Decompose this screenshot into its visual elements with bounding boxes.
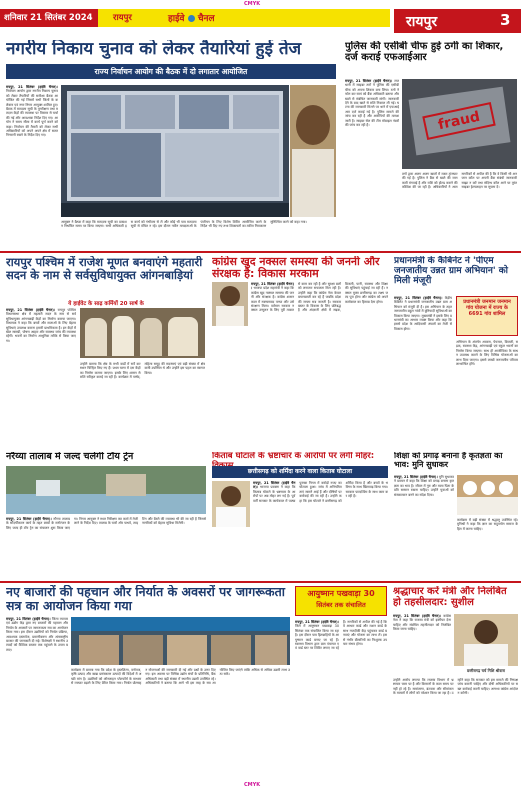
west-text-col2: उन्होंने बताया कि क्षेत्र के सभी वार्डों में सर्वे कर स्थान चिन्हित किए गए हैं। प्रथम चरण में दस केंद्रों का निर्माण कराया जाएगा। इसके लिए शासन से राशि स्वीकृत कराई जा रही है। कार्यक्रम में पार्षद, महिला समूह की सदस्याएं एवं बड़ी संख्या में क्षेत्रवासी उपस्थित थे और उन्होंने इस पहल का स्वागत किया। — [80, 362, 205, 380]
sp-text-col2: ठगों द्वारा अलग अलग खातों में रकम ट्रांसफर की गई है। पुलिस ने बैंक से खाते की जानकारी मंगवाई है और राशि को होल्ड कराने की कोशिश की जा रही है। अधिकारियों ने आम नागरिकों से अपील की है कि वे किसी भी अनजान कॉल पर अपनी बैंक संबंधी जानकारी साझा न करें तथा संदिग्ध कॉल आने पर तुरंत साइबर हेल्पलाइन पर सूचना दें। — [402, 172, 517, 190]
lake-headline: नरैय्या तालाब में जल्द चलेगी टॉय ट्रेन — [6, 452, 134, 462]
page-number: 3 — [500, 11, 511, 29]
lead-text-below: आयुक्त ने बैठक में कहा कि मतदाता सूची का प्रकाशन निर्धारित समय पर किया जाएगा। सभी अधिकारी इस कार्य को गंभीरता से लें और कोई भी पात्र मतदाता सूची से वंचित न रहे। इस दौरान नवीन मतदाताओं के पंजीयन के लिए विशेष शिविर आयोजित करने के निर्देश भी दिए गए तथा शिकायतों का त्वरित निराकरण सुनिश्चित करने को कहा गया। — [61, 220, 307, 229]
kitab-banner: छत्तीसगढ़ को शर्मिंदा करने वाला किताब घोटाला — [212, 466, 388, 478]
congress-headline: कांग्रेस खुद नक्सल समस्या की जननी और संरक्षक है: विकास मरकाम — [212, 256, 380, 281]
cmyk-mark-top: CMYK — [244, 1, 261, 7]
sp-text-col1: रायपुर, 21 सितंबर (हाईवे चैनल)। राजधानी में साइबर ठगों ने पुलिस की एसीबी चीफ को अपना शिकार बना लिया। ठगों ने फोन कर स्वयं को बैंक अधिकारी बताया और खाते से संबंधित जानकारी मांगी। जानकारी देने के बाद खाते से राशि निकाल ली गई। घटना की जानकारी मिलने पर थाने में एफआईआर दर्ज कराई गई है। पुलिस मामले की जांच कर रही है और आरोपियों की तलाश जारी है। साइबर सेल की टीम मोबाइल नंबरों की जांच कर रही है। — [345, 79, 399, 128]
kitab-photo — [212, 481, 250, 527]
pm-text-col1: रायपुर, 21 सितंबर (हाईवे चैनल)। केंद्रीय कैबिनेट ने प्रधानमंत्री जनजातीय उन्नत ग्राम अभियान को मंजूरी दी है। इस अभियान के तहत जनजातीय बहुल गांवों में बुनियादी सुविधाओं का विकास किया जाएगा। मुख्यमंत्री ने इसके लिए प्रधानमंत्री का आभार व्यक्त किया और कहा कि इससे प्रदेश के आदिवासी अंचलों का तेजी से विकास होगा। — [394, 296, 452, 331]
market-text-col1: रायपुर, 21 सितंबर (हाईवे चैनल)। जिला व्यापार एवं उद्योग केंद्र द्वारा नए बाजारों की पहचान और निर्यात के अवसरों पर जागरूकता सत्र का आयोजन किया गया। इस दौरान उद्यमियों को निर्यात प्रक्रिया, आवश्यक दस्तावेज, प्रमाणीकरण और अंतरराष्ट्रीय बाजार की जानकारी दी गई। विशेषज्ञों ने स्थानीय उत्पादों को वैश्विक बाजार तक पहुंचाने के उपाय बताए। — [6, 617, 68, 652]
market-photo — [71, 617, 290, 665]
lead-subhead: राज्य निर्वाचन आयोग की बैठक में दो लगातार आयोजित — [6, 64, 336, 79]
divider — [0, 251, 521, 253]
market-text-col2: कार्यक्रम में बताया गया कि प्रदेश के हस्तशिल्प, वनोपज, कृषि उत्पाद और खाद्य प्रसंस्करण उत्पादों की विदेशों में अच्छी मांग है। उद्यमियों को ऑनलाइन प्लेटफॉर्म के माध्यम से व्यापार बढ़ाने के लिए प्रेरित किया गया। निर्यात प्रोत्साहन योजनाओं की जानकारी दी गई और प्रश्नों के उत्तर दिए गए। इस अवसर पर विभिन्न उद्योग संघों के प्रतिनिधि, बैंक अधिकारी तथा बड़ी संख्या में स्थानीय उद्यमी उपस्थित रहे। अधिकारियों ने बताया कि आगे भी इस तरह के सत्र आयोजित किए जाएंगे ताकि अधिक से अधिक उद्यमी लाभ उठा सकें। — [71, 668, 290, 686]
shiksha-headline: शिक्षा को प्रगाढ़ बनाना है कृतज्ञता का भाव: मुनि सुधाकर — [394, 452, 503, 469]
shraddha-text-col2: उन्होंने आरोप लगाया कि राजस्व विभाग में भ्रष्टाचार चरम पर है और किसानों के काम समय पर नहीं हो रहे हैं। नामांतरण, बंटवारा और सीमांकन के मामलों में लोगों को परेशान किया जा रहा है। उन्होंने कहा कि सरकार को इस मामले की निष्पक्ष जांच करानी चाहिए और दोषी अधिकारियों पर सख्त कार्रवाई करनी चाहिए। अन्यथा कांग्रेस आंदोलन करेगी। — [393, 678, 518, 696]
west-photo — [80, 308, 205, 358]
kitab-text: रायपुर, 21 सितंबर (हाईवे चैनल)। भाजपा प्रवक्ता ने कहा कि किताब घोटाले के भ्रष्टाचार के आरोपों पर अब मोहर लग गई है। पूर्ववर्ती सरकार के कार्यकाल में पाठ्यपुस्तक निगम में करोड़ों रुपए का घोटाला हुआ। जांच में अनियमितताएं सामने आई हैं और दोषियों पर कार्रवाई की जा रही है। उन्होंने कहा कि इस घोटाले ने छत्तीसगढ़ को शर्मिंदा किया है और बच्चों के भविष्य के साथ खिलवाड़ किया गया। सरकार पारदर्शिता के साथ काम कर रही है। — [253, 481, 388, 503]
masthead-bar — [0, 9, 521, 33]
sp-fraud-photo — [402, 79, 517, 169]
lead-photo — [61, 85, 289, 217]
lead-photo-inset — [290, 85, 336, 217]
congress-photo — [212, 282, 248, 326]
lead-text-col1: रायपुर, 21 सितंबर (हाईवे चैनल)। निर्वाचन आयोग द्वारा नगरीय निकाय चुनाव को लेकर तैयारियों की समीक्षा बैठक आयोजित की गई जिसमें सभी जिलों के कलेक्टर एवं नगर निगम आयुक्त शामिल हुए। बैठक में मतदाता सूची के पुनरीक्षण तथा मतदान केंद्रों की व्यवस्था पर विस्तार से चर्चा की गई और आवश्यक निर्देश दिए गए। आयोग ने समय सीमा में कार्य पूर्ण करने को कहा। निर्वाचन की तैयारी को लेकर सभी अधिकारियों को अपने अपने क्षेत्र में सतत निगरानी रखने के निर्देश दिए गए। — [6, 85, 58, 138]
pm-headline: प्रधानमंत्री के कैबिनेट ने 'पीएम जनजातीय उन्नत ग्राम अभियान' को मिली मंजूरी — [394, 256, 508, 287]
shiksha-text-col2: कार्यक्रम में बड़ी संख्या में श्रद्धालु उपस्थित रहे। मुनिश्री ने कहा कि ज्ञान का सदुपयोग समाज के हित में करना चाहिए। — [457, 518, 518, 531]
sp-headline: पुलिस की एसीबी चीफ हुई ठगी का शिकार, दर्ज कराई एफआईआर — [345, 41, 504, 64]
logo-globe-icon — [188, 15, 195, 22]
shraddha-photo — [454, 614, 518, 666]
masthead-brand: हाईवे चैनल — [168, 14, 215, 24]
market-headline: नए बाजारों की पहचान और निर्यात के अवसरों पर जागरूकता सत्र का आयोजन किया गया — [6, 585, 285, 613]
masthead-date: शनिवार 21 सितंबर 2024 — [4, 13, 93, 23]
fraud-stamp: fraud — [436, 108, 482, 134]
shraddha-text-col1: रायपुर, 21 सितंबर (हाईवे चैनल)। कांग्रेस नेता ने कहा कि राजस्व मंत्री को इस्तीफा देना चाहिए और संबंधित तहसीलदार को निलंबित किया जाना चाहिए। — [393, 614, 451, 632]
divider-2 — [0, 581, 521, 583]
shraddha-caption: छत्तीसगढ़ चर्च निशि श्रीवास — [467, 668, 505, 673]
masthead-city: रायपुर — [113, 13, 132, 23]
ayushman-text: रायपुर, 21 सितंबर (हाईवे चैनल)। जिले में आयुष्मान पखवाड़ा 30 सितंबर तक संचालित किया जा रहा है। इस दौरान पात्र हितग्राहियों के आयुष्मान कार्ड बनाए जा रहे हैं। स्वास्थ्य विभाग द्वारा ग्राम पंचायत एवं वार्ड स्तर पर शिविर लगाए जा रहे हैं। नागरिकों से अपील की गई है कि वे आधार कार्ड और राशन कार्ड के साथ नजदीकी केंद्र पहुंचकर कार्ड बनवाएं और योजना का लाभ लें। इससे गंभीर बीमारियों का निःशुल्क उपचार संभव होगा। — [295, 620, 387, 651]
lake-photo — [6, 466, 206, 514]
west-kicker: ये हाईवेट के साढ़ कर्मियों 20 सार्ष के — [68, 301, 144, 307]
cmyk-mark-bottom: CMYK — [244, 782, 261, 788]
lake-text: रायपुर, 21 सितंबर (हाईवे चैनल)। नरैय्या तालाब के सौंदर्यीकरण कार्य के तहत बच्चों के मनोरंजन के लिए जल्द ही टॉय ट्रेन का संचालन शुरू किया जाएगा। निगम आयुक्त ने स्थल निरीक्षण कर कार्य में तेजी लाने के निर्देश दिए। तालाब के चारों ओर पाथवे, लाइटिंग और बैठने की व्यवस्था भी की जा रही है जिससे नागरिकों को बेहतर सुविधा मिलेगी। — [6, 517, 206, 530]
shiksha-photo — [457, 475, 518, 515]
shiksha-text-col1: रायपुर, 21 सितंबर (हाईवे चैनल)। मुनि सुधाकर ने प्रवचन में कहा कि शिक्षा को प्रगाढ़ बनाना कृतज्ञता का भाव है। जीवन में गुरु और माता पिता के प्रति सम्मान रखना चाहिए। उन्होंने युवाओं को संस्कारवान बनने का संदेश दिया। — [394, 475, 454, 497]
lead-headline: नगरीय निकाय चुनाव को लेकर तैयारियां हुई तेज — [6, 40, 302, 59]
pm-text-col2: अभियान के अंतर्गत आवास, पेयजल, बिजली, सड़क, स्वास्थ्य केंद्र, आंगनबाड़ी एवं स्कूल भवनों का निर्माण किया जाएगा। साथ ही आजीविका के साधन उपलब्ध कराने के लिए विभिन्न योजनाओं का लाभ दिया जाएगा। इससे लाखों जनजातीय परिवार लाभान्वित होंगे। — [456, 340, 518, 367]
congress-text: रायपुर, 21 सितंबर (हाईवे चैनल)। भाजपा प्रदेश महामंत्री ने कहा कि कांग्रेस खुद नक्सल समस्या की जननी और संरक्षक है। कांग्रेस शासनकाल में नक्सलवाद पनपा और उसे संरक्षण मिला। वर्तमान सरकार नक्सल उन्मूलन के लिए पूरी ताकत से काम कर रही है और सुरक्षा बलों को लगातार सफलता मिल रही है। उन्होंने कहा कि कांग्रेस नेता केवल बयानबाजी कर रहे हैं जबकि प्रदेश की जनता सब जानती है। सरकार बस्तर के विकास के लिए प्रतिबद्ध है और अंदरूनी क्षेत्रों में सड़क, बिजली, पानी, स्वास्थ्य और शिक्षा की सुविधाएं पहुंचाई जा रही हैं। नक्सल मुक्त छत्तीसगढ़ का लक्ष्य जल्द पूरा होगा और कांग्रेस को अपने कार्यकाल का हिसाब देना होगा। — [251, 282, 388, 313]
pm-callout: प्रधानमंत्री जनमान जनमान गांव योजना में राज्य के 6691 गांव शामिल — [456, 296, 518, 336]
section-tab: रायपुर 3 — [394, 9, 521, 33]
west-headline: रायपुर पश्चिम में राजेश मूणत बनवाएंगे महतारी सदन के नाम से सर्वसुविधायुक्त आंगनबाड़ियां — [6, 256, 203, 282]
shraddha-headline: श्रद्धाचार करें मंत्री और निलंबित हो तहसीलदार: सुशील — [393, 586, 507, 609]
ayushman-box: आयुष्मान पखवाड़ा 30 सितंबर तक संचालित — [295, 586, 387, 616]
kitab-headline: किताब घोटाले के भ्रष्टाचार के आरोपों पर लगी मोहर: — [212, 452, 375, 461]
west-text-col1: रायपुर, 21 सितंबर (हाईवे चैनल)। रायपुर पश्चिम विधानसभा क्षेत्र में महतारी सदन के नाम से सर्वसुविधायुक्त आंगनबाड़ी केंद्रों का निर्माण कराया जाएगा। विधायक ने कहा कि बच्चों और माताओं के लिए बेहतर सुविधाएं उपलब्ध कराना हमारी प्राथमिकता है। इन केंद्रों में खेल सामग्री, पोषण आहार और स्वास्थ्य जांच की व्यवस्था रहेगी। भवनों का निर्माण आधुनिक तरीके से किया जाएगा। — [6, 308, 76, 343]
